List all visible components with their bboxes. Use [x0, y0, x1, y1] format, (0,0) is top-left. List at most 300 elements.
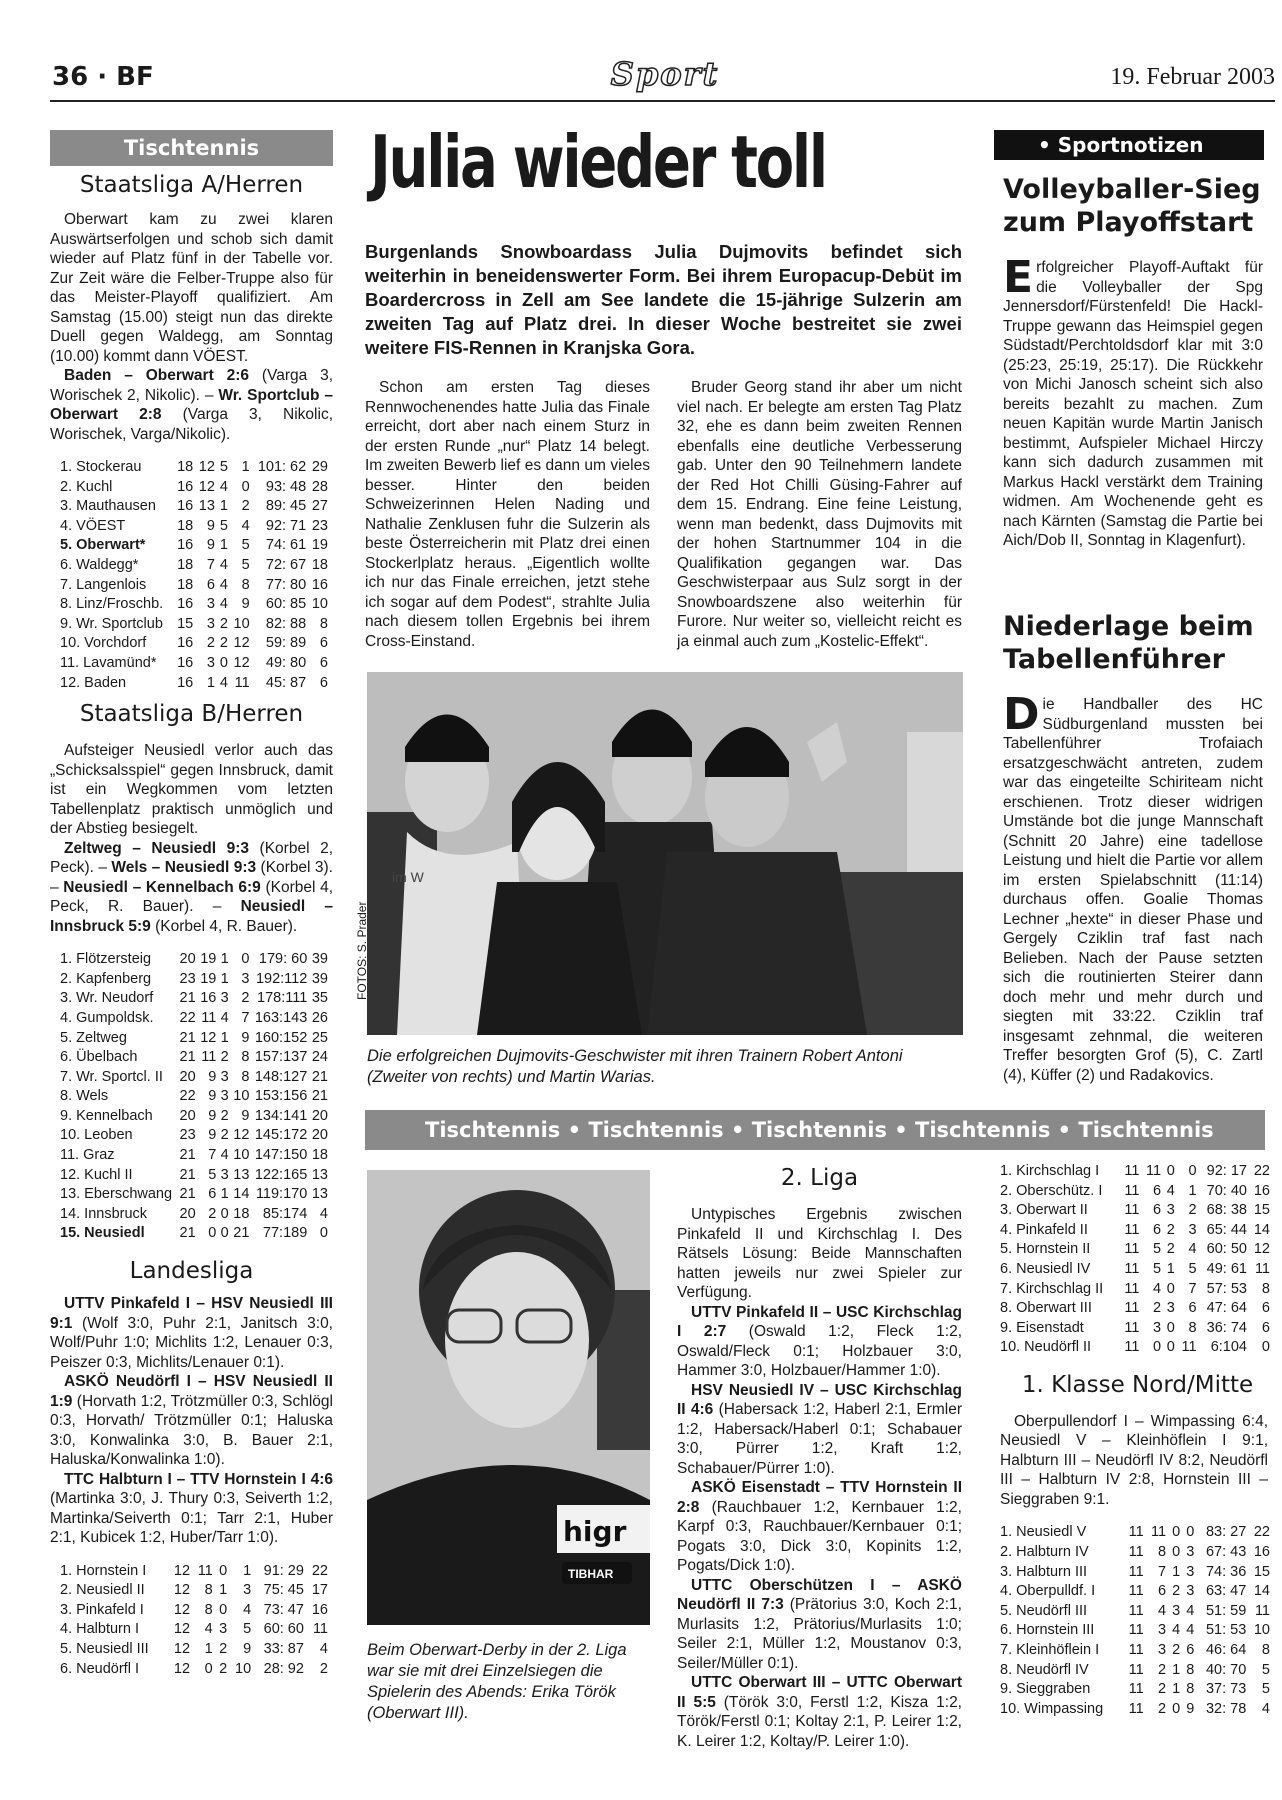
- stat-cell: 2: [319, 1660, 328, 1677]
- stat-cell: 11: [201, 1049, 217, 1066]
- stat-cell: 1: [1172, 1563, 1181, 1580]
- stat-cell: 1: [220, 951, 229, 968]
- stat-cell: 122:165: [254, 1166, 308, 1183]
- team-cell: 9. Sieggraben: [1000, 1681, 1091, 1698]
- stat-cell: 45: 87: [265, 674, 307, 691]
- stat-cell: 65: 44: [1206, 1221, 1247, 1238]
- stat-cell: 3: [1153, 1319, 1162, 1336]
- stat-cell: 10: [1253, 1622, 1270, 1639]
- headline: Julia wieder toll: [370, 120, 826, 204]
- stat-cell: 11: [1124, 1163, 1140, 1179]
- stat-cell: 67: 43: [1205, 1544, 1247, 1561]
- stat-cell: 178:111: [257, 990, 308, 1007]
- stat-cell: 93: 48: [265, 478, 307, 495]
- stat-cell: 14: [1253, 1221, 1270, 1238]
- stat-cell: 59: 89: [265, 635, 307, 652]
- stat-cell: 3: [1186, 1563, 1195, 1580]
- stat-cell: 12: [173, 1621, 191, 1638]
- stat-cell: 4: [319, 1640, 328, 1657]
- dropcap: E: [1003, 252, 1034, 303]
- stat-cell: 1: [220, 1186, 229, 1203]
- table-row: [60, 1562, 330, 1582]
- stat-cell: 16: [1253, 1544, 1270, 1561]
- stat-cell: 9: [241, 596, 250, 613]
- stat-cell: 92: 71: [265, 517, 307, 534]
- stat-cell: 7: [206, 556, 215, 573]
- player-portrait-photo: [367, 1170, 650, 1625]
- table-row: [1000, 1280, 1272, 1300]
- team-cell: 6. Übelbach: [60, 1049, 138, 1066]
- table-row: [60, 1048, 330, 1068]
- stat-cell: 28: [311, 478, 328, 495]
- team-cell: 6. Hornstein III: [1000, 1622, 1095, 1639]
- table-row: [1000, 1661, 1272, 1681]
- stat-cell: 12: [173, 1640, 191, 1657]
- table-row: [1000, 1621, 1272, 1641]
- liga2-title: 2. Liga: [780, 1165, 859, 1191]
- stat-cell: 49: 80: [265, 654, 307, 671]
- table-row: [1000, 1182, 1272, 1202]
- stat-cell: 12: [233, 635, 250, 652]
- table-row: [60, 1126, 330, 1146]
- handball-text: [1003, 689, 1263, 1085]
- stat-cell: 3: [206, 596, 215, 613]
- landesliga-title: Landesliga: [129, 1258, 254, 1285]
- table-row: [60, 950, 330, 970]
- stat-cell: 15: [1253, 1202, 1270, 1219]
- stat-cell: 12: [173, 1601, 191, 1618]
- page-number: 36 · BF: [52, 62, 154, 92]
- stat-cell: 147:150: [254, 1147, 308, 1164]
- stat-cell: 2: [1157, 1681, 1167, 1698]
- stat-cell: 20: [311, 1107, 328, 1124]
- stat-cell: 21: [179, 1147, 196, 1164]
- stat-cell: 6: [319, 674, 328, 691]
- stat-cell: 16: [177, 498, 194, 515]
- team-cell: 2. Neusiedl II: [60, 1582, 145, 1599]
- match-bold: ASKÖ Neudörfl I – HSV Neusiedl II 1:9: [50, 1373, 333, 1410]
- handball-body: ie Handballer des HC Südburgenland mussten bei Tabellenführer Trofaiach ersatzgeschwächt antreten, zudem war das eingeteilte Schiriteam nicht erschienen. Trotz dieser widrigen Umstände bot die junge Mannschaft (Schnitt 20 Jahre) eine tadellose Leistung und hielt die Partie vor allem im ersten Spielabschnitt (11:14) durchaus offen. Goalie Thomas Lechner „hexte“ in dieser Phase und Gergely Cziklin traf fast nach Belieben. Nach der Pause setzten sich die routinierten Steirer dann doch mehr und mehr durch und siegten mit 33:22. Cziklin traf insgesamt zehnmal, die weiteren Treffer besorgten Grof (5), C. Zartl (4), Küffer (2) und Radakovics.: [1003, 696, 1263, 1084]
- table-row: [1000, 1221, 1272, 1241]
- stat-cell: 6:104: [1210, 1339, 1247, 1356]
- stat-cell: 2: [219, 635, 228, 652]
- stat-cell: 2: [219, 615, 228, 632]
- staatsliga-a-results: [50, 366, 333, 444]
- portrait-caption: Beim Oberwart-Derby in der 2. Liga war sie mit drei Einzelsiegen die Spielerin des Abends: Erika Török (Oberwart III).: [367, 1641, 627, 1722]
- stat-cell: 12: [233, 654, 250, 671]
- stat-cell: 11: [1128, 1602, 1144, 1619]
- stat-cell: 6: [319, 654, 328, 671]
- stat-cell: 11: [1128, 1622, 1144, 1639]
- staatsliga-a-text: Oberwart kam zu zwei klaren Auswärtserfolgen und schob sich damit wieder auf Platz fünf in der Tabelle vor. Zur Zeit wäre die Felber-Truppe also für das Meister-Playoff qualifiziert. Am Samstag (15.00) steigt nun das direkte Duell gegen Waldegg, am Sonntag (10.00) kommt dann VÖEST.: [50, 211, 333, 365]
- stat-cell: 15: [1253, 1563, 1270, 1580]
- stat-cell: 5: [1188, 1260, 1197, 1277]
- stat-cell: 3: [1188, 1221, 1197, 1238]
- stat-cell: 16: [1253, 1182, 1270, 1199]
- result-bold: Neusiedl – Innsbruck 5:9: [50, 898, 333, 935]
- stat-cell: 23: [179, 1127, 196, 1144]
- team-cell: 11. Lavamünd*: [60, 654, 157, 671]
- table-row: [60, 576, 330, 596]
- stat-cell: 2: [220, 1049, 229, 1066]
- stat-cell: 7: [208, 1147, 217, 1164]
- stat-cell: 3: [1186, 1544, 1195, 1561]
- stat-cell: 9: [243, 1640, 252, 1657]
- stat-cell: 0: [1166, 1280, 1175, 1297]
- team-cell: 10. Wimpassing: [1000, 1700, 1104, 1717]
- table-row: [1000, 1602, 1272, 1622]
- stat-cell: 0: [1172, 1700, 1181, 1717]
- result-text: (Korbel 3). –: [50, 859, 333, 896]
- stat-cell: 160:152: [254, 1029, 308, 1046]
- table-row: [1000, 1338, 1272, 1358]
- stat-cell: 0: [241, 951, 250, 968]
- table-row: [1000, 1680, 1272, 1700]
- stat-cell: 63: 47: [1205, 1583, 1247, 1600]
- stat-cell: 7: [241, 1009, 250, 1026]
- stat-cell: 1: [204, 1640, 213, 1657]
- stat-cell: 8: [204, 1582, 213, 1599]
- table-row: [60, 1146, 330, 1166]
- stat-cell: 7: [1157, 1563, 1167, 1580]
- stat-cell: 91: 29: [263, 1562, 304, 1579]
- stat-cell: 3: [220, 1166, 229, 1183]
- volleyball-text: [1003, 252, 1263, 551]
- stat-cell: 20: [179, 951, 196, 968]
- staatsliga-b-table: [60, 950, 330, 1244]
- stat-cell: 9: [208, 1107, 217, 1124]
- stat-cell: 6: [208, 1186, 217, 1203]
- stat-cell: 2: [1153, 1300, 1162, 1317]
- stat-cell: 3: [1157, 1642, 1167, 1658]
- match-bold: TTC Halbturn I – TTV Hornstein I 4:6: [64, 1470, 333, 1488]
- stat-cell: 32: 78: [1205, 1700, 1247, 1717]
- stat-cell: 11: [1124, 1319, 1140, 1336]
- stat-cell: 4: [1261, 1700, 1270, 1717]
- stat-cell: 29: [311, 459, 328, 475]
- stat-cell: 10: [233, 1147, 250, 1164]
- stat-cell: 4: [243, 1601, 252, 1618]
- table-row: [1000, 1299, 1272, 1319]
- stat-cell: 2: [1157, 1700, 1167, 1717]
- table-row: [60, 1166, 330, 1186]
- stat-cell: 11: [1128, 1544, 1144, 1561]
- stat-cell: 36: 74: [1206, 1319, 1247, 1336]
- stat-cell: 11: [1124, 1221, 1140, 1238]
- stat-cell: 57: 53: [1206, 1280, 1247, 1297]
- table-row: [60, 595, 330, 615]
- stat-cell: 8: [1157, 1544, 1167, 1561]
- match-text: (Habersack 1:2, Haberl 2:1, Ermler 1:2, Habersack/Haberl 0:1; Schabauer 3:0, Pürrer 1:2, Kraft 1:2, Schabauer/Pürrer 1:0).: [677, 1401, 962, 1477]
- stat-cell: 12: [233, 1127, 250, 1144]
- stat-cell: 3: [1166, 1202, 1175, 1219]
- team-cell: 9. Eisenstadt: [1000, 1319, 1084, 1336]
- team-cell: 8. Oberwart III: [1000, 1300, 1092, 1317]
- team-cell: 7. Wr. Sportcl. II: [60, 1068, 163, 1085]
- table-row: [60, 1205, 330, 1225]
- stat-cell: 157:137: [254, 1049, 308, 1066]
- stat-cell: 4: [1188, 1241, 1197, 1258]
- stat-cell: 9: [206, 517, 215, 534]
- stat-cell: 0: [1188, 1163, 1197, 1179]
- stat-cell: 11: [1124, 1260, 1140, 1277]
- stat-cell: 0: [319, 1225, 328, 1242]
- stat-cell: 2: [219, 1660, 228, 1677]
- stat-cell: 18: [233, 1205, 250, 1222]
- team-cell: 7. Langenlois: [60, 576, 147, 593]
- table-row: [60, 1068, 330, 1088]
- match-text: (Horvath 1:2, Trötzmüller 0:3, Schlögl 0:3, Horvath/ Trötzmüller 0:1; Haluska 3:0, Konwalinka 3:0, B. Bauer 2:1, Haluska/Konwalinka 1:0).: [50, 1392, 333, 1469]
- stat-cell: 11: [1124, 1280, 1140, 1297]
- table-row: [1000, 1543, 1272, 1563]
- stat-cell: 16: [177, 654, 194, 671]
- stat-cell: 8: [241, 1068, 250, 1085]
- stat-cell: 60: 85: [265, 596, 307, 613]
- liga2-match: [677, 1673, 962, 1751]
- stat-cell: 11: [312, 1621, 328, 1638]
- stat-cell: 3: [206, 615, 215, 632]
- stat-cell: 4: [1157, 1602, 1167, 1619]
- match-text: (Martinka 3:0, J. Thury 0:3, Seiverth 1:2, Martinka/Seiverth 0:1; Tarr 2:1, Huber 2:1, Kubicek 1:2, Huber/Tarr 1:0).: [50, 1490, 333, 1547]
- stat-cell: 12: [200, 1029, 217, 1046]
- stat-cell: 60: 50: [1206, 1241, 1247, 1258]
- landesliga-match: [50, 1470, 333, 1548]
- stat-cell: 153:156: [254, 1088, 308, 1105]
- stat-cell: 20: [311, 1127, 328, 1144]
- team-cell: 15. Neusiedl: [60, 1225, 145, 1242]
- stat-cell: 21: [179, 1166, 196, 1183]
- volleyball-body: rfolgreicher Playoff-Auftakt für die Volleyballer der Spg Jennersdorf/Fürstenfeld! Die Hackl-Truppe gewann das Heimspiel gegen Südstadt/Perchtoldsdorf klar mit 3:0 (25:23, 25:19, 25:17). Die Rückkehr von Michi Janosch scheint sich also bereits bezahlt zu machen. Zum neuen Kapitän wurde Martin Janisch bestimmt, Aufspieler Michael Hirczy kann sich dadurch zusammen mit Markus Hackl verstärkt dem Training widmen. Am Wochenende geht es nach Kärnten (Samstag die Partie bei Aich/Dob II, Sonntag in Klagenfurt).: [1003, 259, 1263, 549]
- stat-cell: 6: [1153, 1182, 1162, 1199]
- table-row: [1000, 1641, 1272, 1661]
- table-row: [60, 989, 330, 1009]
- stat-cell: 75: 45: [263, 1582, 304, 1599]
- stat-cell: 6: [1261, 1300, 1270, 1317]
- match-text: (Prätorius 3:0, Koch 2:1, Murlasits 1:2, Prätorius/Murlasits 1:0; Seiler 2:1, Müller 1:2, Moustanov 0:3, Seiler/Müller 0:1).: [677, 1596, 962, 1672]
- stat-cell: 11: [1128, 1563, 1144, 1580]
- stat-cell: 11: [1128, 1661, 1144, 1678]
- stat-cell: 2: [206, 635, 215, 652]
- stat-cell: 33: 87: [263, 1640, 304, 1657]
- stat-cell: 20: [179, 1205, 196, 1222]
- team-cell: 4. Halbturn I: [60, 1621, 139, 1638]
- stat-cell: 119:170: [255, 1186, 308, 1203]
- staatsliga-a-title: Staatsliga A/Herren: [79, 172, 304, 198]
- stat-cell: 60: 60: [263, 1621, 304, 1638]
- stat-cell: 18: [177, 556, 194, 573]
- team-cell: 4. Pinkafeld II: [1000, 1221, 1088, 1238]
- stat-cell: 5: [1261, 1661, 1270, 1678]
- liga2-match: [677, 1381, 962, 1479]
- stat-cell: 21: [179, 1186, 196, 1203]
- stat-cell: 2: [241, 498, 250, 515]
- team-cell: 2. Kuchl: [60, 478, 113, 495]
- stat-cell: 11: [201, 1009, 217, 1026]
- stat-cell: 5: [219, 517, 228, 534]
- team-photo-illustration: [367, 672, 963, 1035]
- stat-cell: 3: [243, 1582, 252, 1599]
- stat-cell: 92: 17: [1206, 1163, 1247, 1179]
- table-row: [1000, 1319, 1272, 1339]
- stat-cell: 8: [1261, 1642, 1270, 1658]
- team-cell: 3. Pinkafeld I: [60, 1601, 144, 1618]
- stat-cell: 85:174: [262, 1205, 308, 1222]
- stat-cell: 20: [179, 1068, 196, 1085]
- stat-cell: 21: [179, 990, 196, 1007]
- match-text: (Török 3:0, Ferstl 1:2, Kisza 1:2, Török/Ferstl 0:1; Koltay 2:1, P. Leirer 1:2, K. Leirer 1:2, Koltay/P. Leirer 1:0).: [677, 1693, 962, 1750]
- team-cell: 3. Mauthausen: [60, 498, 156, 515]
- table-row: [1000, 1201, 1272, 1221]
- team-cell: 2. Kapfenberg: [60, 970, 152, 987]
- stat-cell: 89: 45: [265, 498, 307, 515]
- stat-cell: 12: [173, 1582, 191, 1599]
- stat-cell: 163:143: [254, 1009, 308, 1026]
- team-cell: 3. Halbturn III: [1000, 1563, 1088, 1580]
- liga2-column: [677, 1165, 962, 1751]
- stat-cell: 145:172: [254, 1127, 308, 1144]
- stat-cell: 82: 88: [265, 615, 307, 632]
- stat-cell: 18: [311, 556, 328, 573]
- table-row: [60, 556, 330, 576]
- stat-cell: 8: [1186, 1661, 1195, 1678]
- table-row: [1000, 1260, 1272, 1280]
- klasse-title: 1. Klasse Nord/Mitte: [1021, 1371, 1254, 1398]
- team-cell: 10. Leoben: [60, 1127, 133, 1144]
- stat-cell: 0: [220, 1225, 229, 1242]
- stat-cell: 0: [219, 1601, 228, 1618]
- stat-cell: 3: [1157, 1622, 1167, 1639]
- stat-cell: 47: 64: [1206, 1300, 1247, 1317]
- match-text: (Oswald 1:2, Fleck 1:2, Oswald/Fleck 0:1; Holzbauer 3:0, Hammer 3:0, Holzbauer/Hammer 1:0).: [677, 1323, 962, 1379]
- stat-cell: 5: [208, 1166, 217, 1183]
- stat-cell: 83: 27: [1205, 1524, 1247, 1541]
- stat-cell: 13: [233, 1166, 250, 1183]
- volleyball-headline: Volleyballer-Sieg zum Playoffstart: [1003, 174, 1261, 238]
- stat-cell: 25: [311, 1029, 328, 1046]
- staatsliga-b-results: [50, 839, 333, 937]
- stat-cell: 2: [1172, 1583, 1181, 1600]
- result-bold: Neusiedl – Kennelbach 6:9: [63, 878, 261, 896]
- match-bold: UTTC Oberwart III – UTTC Oberwart II 5:5: [677, 1674, 962, 1711]
- stat-cell: 5: [243, 1621, 252, 1638]
- sponsor-logo-text: TIBHAR: [568, 1567, 614, 1581]
- stat-cell: 6: [1188, 1300, 1197, 1317]
- stat-cell: 15: [177, 615, 194, 632]
- dropcap: D: [1003, 689, 1040, 740]
- stat-cell: 12: [1253, 1241, 1270, 1258]
- stat-cell: 4: [1186, 1622, 1195, 1639]
- stat-cell: 4: [1186, 1602, 1195, 1619]
- stat-cell: 5: [241, 537, 250, 554]
- stat-cell: 4: [1153, 1280, 1162, 1297]
- table-row: [60, 634, 330, 654]
- stat-cell: 14: [233, 1186, 250, 1203]
- stat-cell: 8: [1188, 1319, 1197, 1336]
- team-cell: 9. Kennelbach: [60, 1107, 153, 1124]
- table-row: [60, 1185, 330, 1205]
- stat-cell: 7: [1188, 1280, 1197, 1297]
- team-photo-caption: Die erfolgreichen Dujmovits-Geschwister mit ihren Trainern Robert Antoni (Zweiter von rechts) und Martin Warias.: [367, 1047, 903, 1086]
- staatsliga-b-title: Staatsliga B/Herren: [79, 701, 304, 728]
- stat-cell: 22: [311, 1562, 328, 1579]
- stat-cell: 8: [241, 1049, 250, 1066]
- stat-cell: 13: [311, 1186, 328, 1203]
- stat-cell: 1: [206, 674, 215, 691]
- stat-cell: 1: [1172, 1661, 1181, 1678]
- stat-cell: 0: [1166, 1319, 1175, 1336]
- stat-cell: 11: [1124, 1339, 1140, 1356]
- stat-cell: 6: [206, 576, 215, 593]
- team-cell: 6. Neusiedl IV: [1000, 1260, 1091, 1277]
- stat-cell: 16: [177, 596, 194, 613]
- stat-cell: 46: 64: [1205, 1642, 1247, 1658]
- stat-cell: 101: 62: [257, 459, 307, 475]
- stat-cell: 19: [311, 537, 328, 554]
- stat-cell: 13: [311, 1166, 328, 1183]
- team-cell: 1. Flötzersteig: [60, 951, 152, 968]
- stat-cell: 11: [1128, 1681, 1144, 1698]
- stat-cell: 179: 60: [258, 951, 308, 968]
- staatsliga-b-text: Aufsteiger Neusiedl verlor auch das „Schicksalsspiel“ gegen Innsbruck, damit ist ein Wegkommen vom letzten Tabellenplatz praktisch unmöglich und der Abstieg besiegelt.: [50, 742, 333, 838]
- team-cell: 5. Zeltweg: [60, 1029, 127, 1046]
- stat-cell: 1: [219, 1582, 228, 1599]
- table-row: [1000, 1162, 1272, 1182]
- stat-cell: 1: [220, 970, 229, 987]
- team-cell: 5. Neudörfl III: [1000, 1602, 1088, 1619]
- liga2-table: [1000, 1162, 1272, 1358]
- table-row: [60, 1224, 330, 1244]
- stat-cell: 16: [311, 1601, 328, 1618]
- stat-cell: 4: [220, 1009, 229, 1026]
- table-row: [1000, 1563, 1272, 1583]
- result-bold: Wr. Sportclub – Oberwart 2:8: [50, 386, 334, 423]
- stat-cell: 0: [208, 1225, 217, 1242]
- team-cell: 8. Linz/Froschb.: [60, 596, 164, 613]
- stat-cell: 21: [179, 1029, 196, 1046]
- stat-cell: 1: [220, 1029, 229, 1046]
- liga2-match: [677, 1478, 962, 1576]
- stat-cell: 1: [1172, 1681, 1181, 1698]
- team-cell: 4. Oberpulldf. I: [1000, 1583, 1096, 1600]
- team-cell: 7. Kleinhöflein I: [1000, 1642, 1100, 1658]
- stat-cell: 19: [200, 970, 217, 987]
- stat-cell: 77:189: [262, 1225, 308, 1242]
- stat-cell: 39: [311, 951, 328, 968]
- shirt-logo-text: higr: [563, 1515, 627, 1548]
- team-cell: 5. Hornstein II: [1000, 1241, 1091, 1258]
- team-cell: 6. Waldegg*: [60, 556, 139, 573]
- handball-headline: Niederlage beim Tabellenführer: [1003, 611, 1254, 675]
- stat-cell: 9: [1186, 1700, 1195, 1717]
- stat-cell: 4: [241, 517, 250, 534]
- team-cell: 2. Oberschütz. I: [1000, 1182, 1103, 1199]
- table-row: [60, 1087, 330, 1107]
- right-bottom-column: [1000, 1162, 1275, 1719]
- stat-cell: 6: [1157, 1583, 1167, 1600]
- stat-cell: 2: [219, 1640, 228, 1657]
- stat-cell: 0: [1153, 1339, 1162, 1356]
- team-cell: 1. Kirchschlag I: [1000, 1163, 1100, 1179]
- stat-cell: 4: [319, 1205, 328, 1222]
- stat-cell: 13: [198, 498, 215, 515]
- klasse-table: [1000, 1523, 1272, 1719]
- landesliga-match: [50, 1294, 333, 1372]
- team-cell: 2. Halbturn IV: [1000, 1544, 1089, 1561]
- stat-cell: 16: [177, 635, 194, 652]
- stat-cell: 11: [1150, 1524, 1167, 1541]
- team-cell: 7. Kirchschlag II: [1000, 1280, 1104, 1297]
- stat-cell: 0: [220, 1205, 229, 1222]
